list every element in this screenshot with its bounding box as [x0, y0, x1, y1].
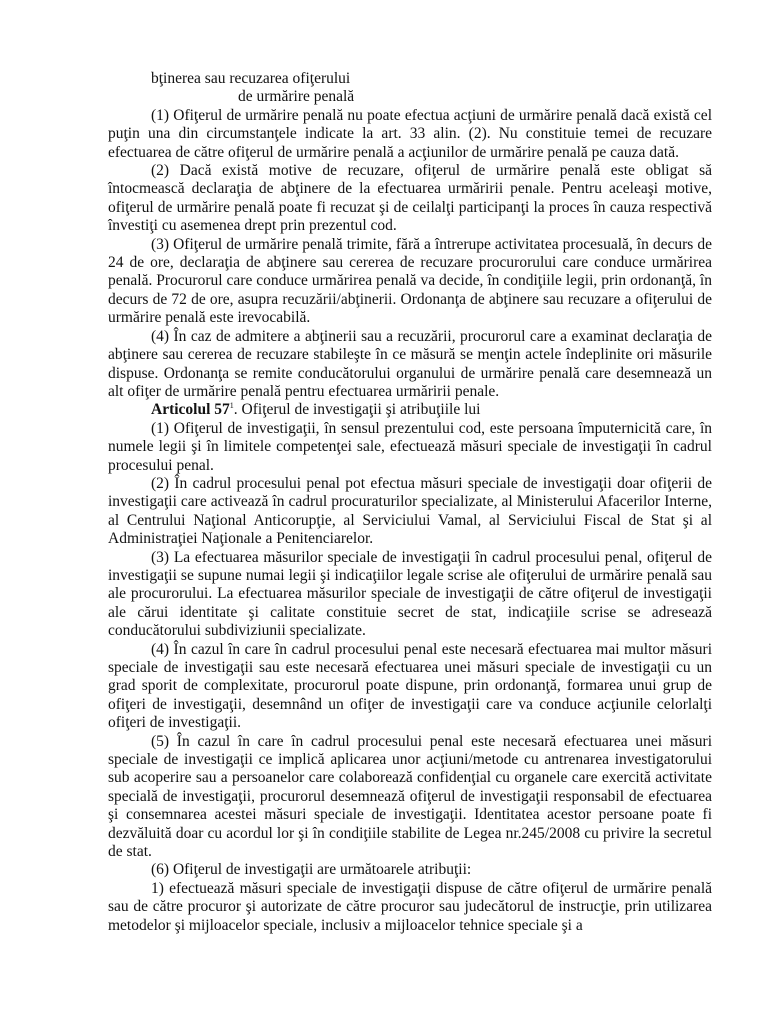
article-heading-line-2: de urmărire penală: [238, 88, 355, 106]
art56-paragraph-3: (3) Ofiţerul de urmărire penală trimite, fără a întrerupe activitatea procesuală, în decurs de 24 de ore, declaraţia de abţinere sau cererea de recuzare procurorului care conduce urmărirea penală. Procurorul care conduce urmărirea penală va decide, în condiţiile legii, prin ordonanţă, în decurs de 72 de ore, asupra recuzării/abţinerii. Ordonanţa de abţinere sau recuzare a ofiţerului de urmărire penală este irevocabilă.: [108, 235, 712, 327]
art57-title-rest: . Ofiţerul de investigaţii şi atribuţiile lui: [233, 401, 481, 419]
art57-paragraph-6-item-1: 1) efectuează măsuri speciale de investigaţii dispuse de către ofiţerul de urmărire penală sau de către procuror şi autorizate de către procuror sau judecătorul de instrucţie, prin utilizarea metodelor şi mijloacelor speciale, inclusiv a mijloacelor tehnice speciale şi a: [108, 879, 712, 934]
art56-paragraph-4: (4) În caz de admitere a abţinerii sau a recuzării, procurorul care a examinat declaraţia de abţinere sau cererea de recuzare stabileşte în ce măsură se menţin actele îndeplinite ori măsurile dispuse. Ordonanţa se remite conducătorului organului de urmărire penală care desemnează un alt ofiţer de urmărire penală pentru efectuarea urmăririi penale.: [108, 327, 712, 400]
art57-title: [108, 401, 712, 419]
art57-paragraph-2: (2) În cadrul procesului penal pot efectua măsuri speciale de investigaţii doar ofiţerii de investigaţii care activează în cadrul procuraturilor specializate, al Ministerului Afacerilor Interne, al Centrului Naţional Anticorupţie, al Serviciului Vamal, al Serviciului Fiscal de Stat şi al Administraţiei Naţionale a Penitenciarelor.: [108, 474, 712, 548]
art57-paragraph-1: (1) Ofiţerul de investigaţii, în sensul prezentului cod, este persoana împuternicită care, în numele legii şi în limitele competenţei sale, efectuează măsuri speciale de investigaţii în cadrul procesului penal.: [108, 419, 712, 474]
art57-paragraph-5: (5) În cazul în care în cadrul procesului penal este necesară efectuarea unei măsuri speciale de investigaţii ce implică aplicarea unor acţiuni/metode cu antrenarea investigatorului sub acoperire sau a persoanelor care colaborează confidenţial cu organele care exercită activitate specială de investigaţii, procurorul desemnează ofiţerul de investigaţii responsabil de efectuarea şi consemnarea acestei măsuri speciale de investigaţii. Identitatea acestor persoane poate fi dezvăluită doar cu acordul lor şi în condiţiile stabilite de Legea nr.245/2008 cu privire la secretul de stat.: [108, 732, 712, 861]
art56-paragraph-1: (1) Ofiţerul de urmărire penală nu poate efectua acţiuni de urmărire penală dacă există cel puţin una din circumstanţele indicate la art. 33 alin. (2). Nu constituie temei de recuzare efectuarea de către ofiţerul de urmărire penală a acţiunilor de urmărire penală pe cauza dată.: [108, 106, 712, 161]
art57-paragraph-6: (6) Ofiţerul de investigaţii are următoarele atribuţii:: [151, 861, 472, 879]
art57-title-superscript: 1: [229, 401, 234, 411]
art57-paragraph-3: (3) La efectuarea măsurilor speciale de investigaţii în cadrul procesului penal, ofiţerul de investigaţii se supune numai legii şi indicaţiilor legale scrise ale ofiţerului de urmărire penală sau ale procurorului. La efectuarea măsurilor speciale de investigaţii de către ofiţerul de investigaţii ale cărui identitate şi calitate constituie secret de stat, indicaţiile scrise se adresează conducătorului subdiviziunii specializate.: [108, 548, 712, 640]
art57-paragraph-4: (4) În cazul în care în cadrul procesului penal este necesară efectuarea mai multor măsuri speciale de investigaţii sau este necesară efectuarea unei măsuri speciale de investigaţii cu un grad sporit de complexitate, procurorul poate dispune, prin ordonanţă, formarea unui grup de ofiţeri de investigaţii, desemnând un ofiţer de investigaţii care va conduce acţiunile celorlalţi ofiţeri de investigaţii.: [108, 640, 712, 732]
art57-title-label: Articolul 57: [151, 401, 230, 419]
article-heading-line-1: bţinerea sau recuzarea ofiţerului: [151, 70, 351, 87]
art56-paragraph-2: (2) Dacă există motive de recuzare, ofiţerul de urmărire penală este obligat să întocmească declaraţia de abţinere de la efectuarea urmăririi penale. Pentru aceleaşi motive, ofiţerul de urmărire penală poate fi recuzat şi de ceilalţi participanţi la proces în cauza respectivă învestiţi cu asemenea drept prin prezentul cod.: [108, 162, 712, 235]
